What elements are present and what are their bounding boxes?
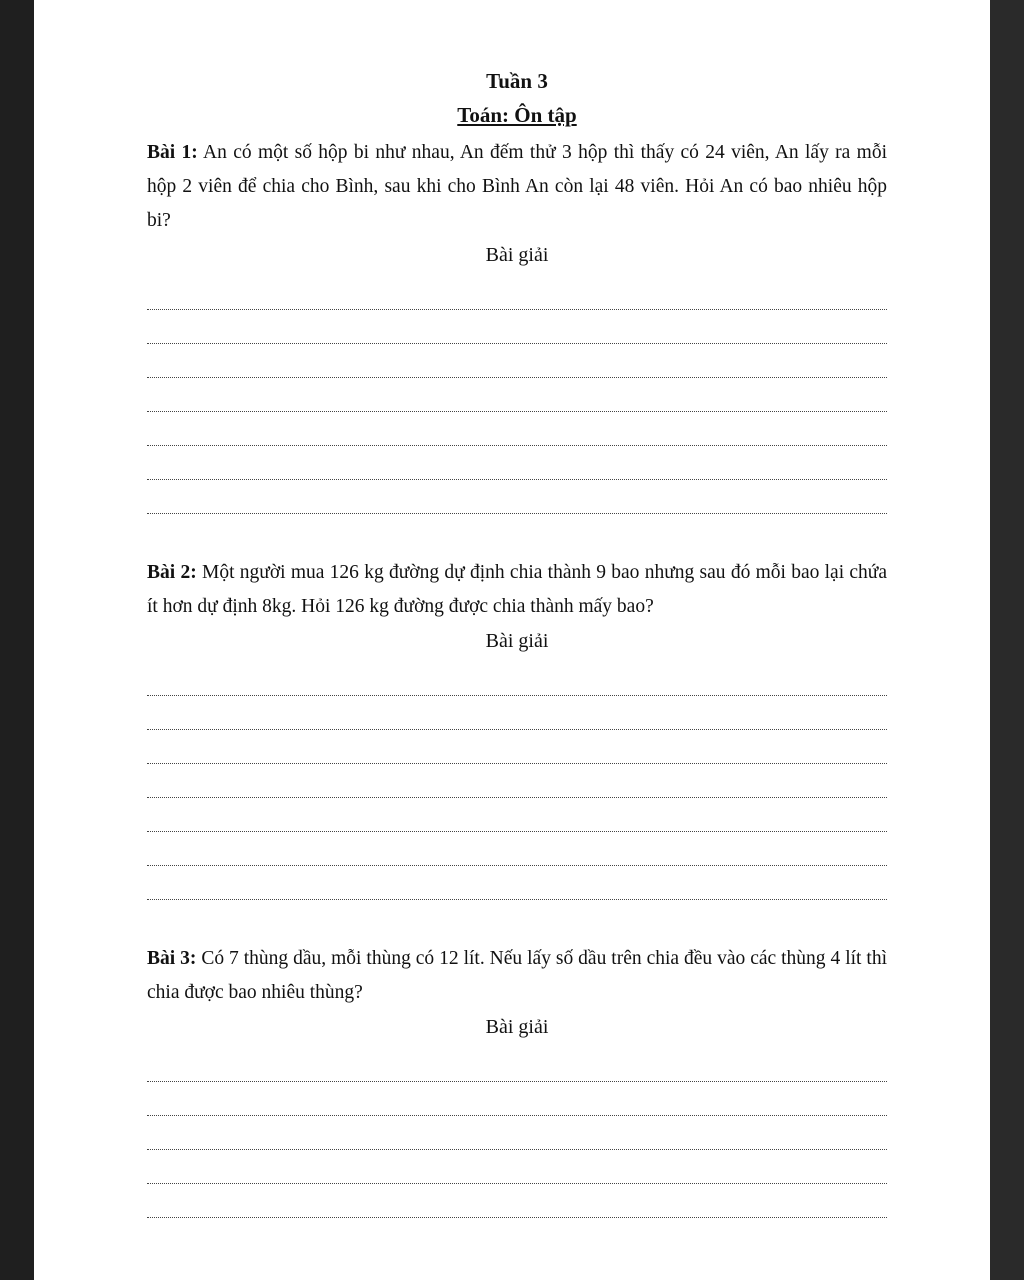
problem-1-solution-title: Bài giải (485, 244, 549, 266)
subject-title-text: Toán: Ôn tập (457, 103, 577, 127)
spacer (147, 900, 887, 942)
answer-line[interactable] (147, 730, 887, 764)
subject-title (147, 100, 887, 130)
spacer (147, 514, 887, 556)
answer-line[interactable] (147, 764, 887, 798)
problem-2-label: Bài 2: (147, 562, 197, 583)
answer-line[interactable] (147, 344, 887, 378)
answer-line[interactable] (147, 446, 887, 480)
problem-3-solution-title: Bài giải (485, 1016, 549, 1038)
answer-line[interactable] (147, 480, 887, 514)
week-title: Tuần 3 (486, 69, 548, 93)
answer-line[interactable] (147, 798, 887, 832)
problem-1-text: An có một số hộp bi như nhau, An đếm thử 3 hộp thì thấy có 24 viên, An lấy ra mỗi hộp 2 viên để chia cho Bình, sau khi cho Bình An còn lại 48 viên. Hỏi An có bao nhiêu hộp bi? (147, 142, 887, 231)
problem-3-text: Có 7 thùng dầu, mỗi thùng có 12 lít. Nếu lấy số dầu trên chia đều vào các thùng 4 lít thì chia được bao nhiêu thùng? (147, 948, 888, 1003)
answer-line[interactable] (147, 276, 887, 310)
answer-line[interactable] (147, 1116, 887, 1150)
answer-line[interactable] (147, 662, 887, 696)
problem-2-answer-lines (147, 662, 887, 900)
answer-line[interactable] (147, 1184, 887, 1218)
answer-line[interactable] (147, 412, 887, 446)
answer-line[interactable] (147, 696, 887, 730)
problem-1-answer-lines (147, 276, 887, 514)
left-border (0, 0, 34, 1280)
problem-3-answer-lines (147, 1048, 887, 1218)
answer-line[interactable] (147, 1048, 887, 1082)
problem-2-text: Một người mua 126 kg đường dự định chia thành 9 bao nhưng sau đó mỗi bao lại chứa ít hơn dự định 8kg. Hỏi 126 kg đường được chia thành mấy bao? (147, 562, 888, 617)
problem-2 (147, 556, 887, 624)
problem-3-label: Bài 3: (147, 948, 197, 969)
answer-line[interactable] (147, 866, 887, 900)
worksheet-content (147, 66, 887, 1218)
answer-line[interactable] (147, 1082, 887, 1116)
document-page (34, 0, 990, 1280)
problem-1 (147, 136, 887, 238)
problem-2-solution-title: Bài giải (485, 630, 549, 652)
answer-line[interactable] (147, 1150, 887, 1184)
right-border (990, 0, 1024, 1280)
problem-3 (147, 942, 887, 1010)
answer-line[interactable] (147, 310, 887, 344)
problem-1-label: Bài 1: (147, 142, 198, 163)
answer-line[interactable] (147, 378, 887, 412)
answer-line[interactable] (147, 832, 887, 866)
